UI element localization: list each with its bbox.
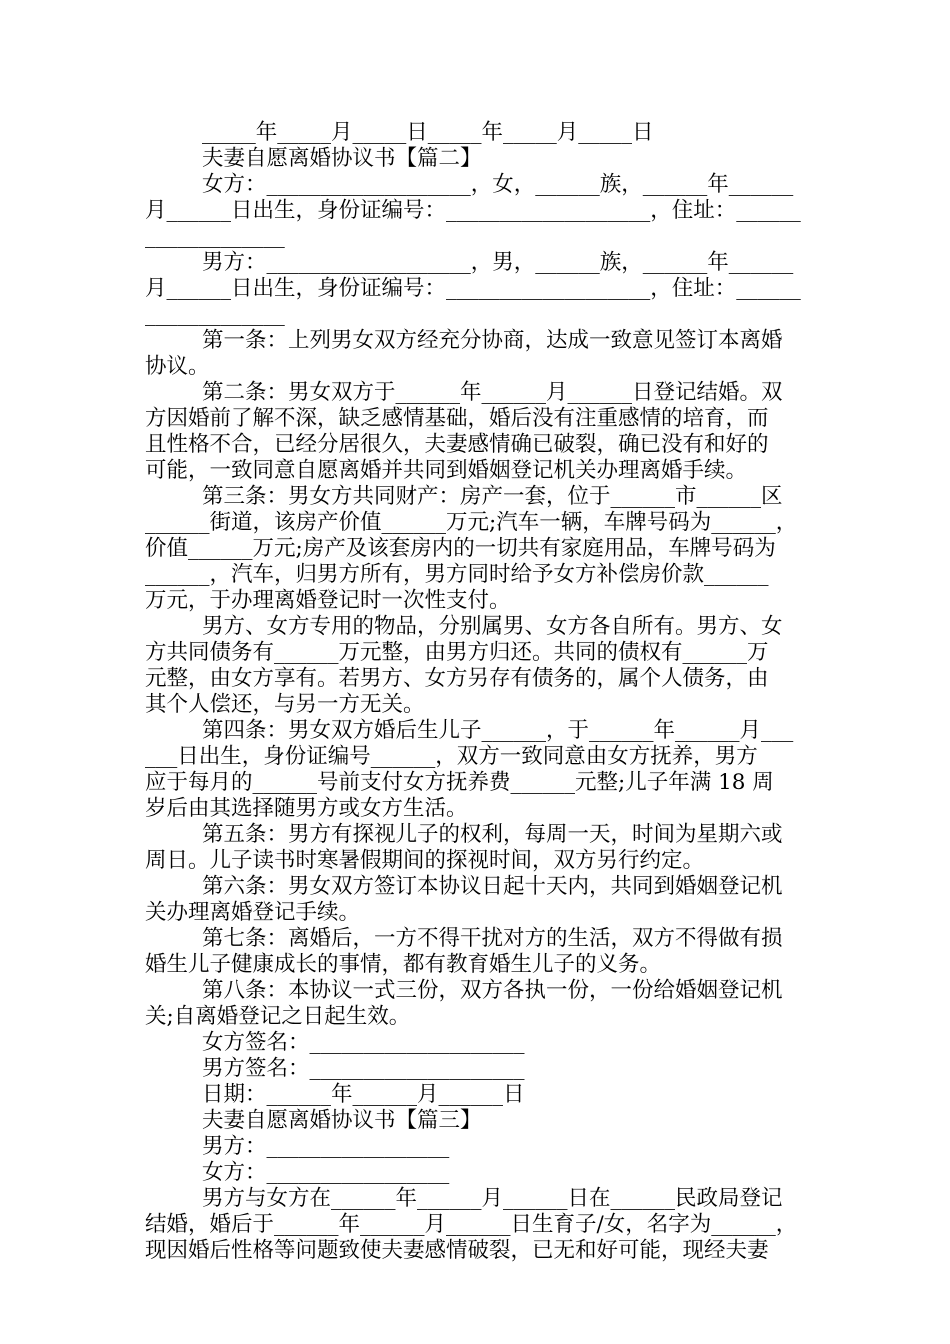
male-party-line: _____________	[145, 302, 285, 327]
article-4-line: ___日出生，身份证编号______，双方一致同意由女方抚养，男方	[145, 744, 758, 769]
article-3-line: ______街道，该房产价值______万元;汽车一辆，车牌号码为______，	[145, 510, 798, 535]
female-party-line: _____________	[145, 224, 285, 249]
section-title-part-three: 夫妻自愿离婚协议书【篇三】	[202, 1108, 482, 1133]
article-1-line: 第一条：上列男女双方经充分协商，达成一致意见签订本离婚	[202, 328, 783, 353]
date-line: _____年_____月_____日_____年_____月_____日	[202, 120, 654, 145]
article-6-line: 第六条：男女双方签订本协议日起十天内，共同到婚姻登记机	[202, 874, 783, 899]
article-6-line: 关办理离婚登记手续。	[145, 900, 361, 925]
part-three-body-line: 结婚，婚后于______年______月______日生育子/女，名字为______，	[145, 1212, 798, 1237]
article-8-line: 第八条：本协议一式三份，双方各执一份，一份给婚姻登记机	[202, 978, 783, 1003]
article-3-line: 第三条：男女方共同财产：房产一套，位于______市______区	[202, 484, 783, 509]
personal-items-line: 其个人偿还，与另一方无关。	[145, 692, 425, 717]
article-7-line: 婚生儿子健康成长的事情，都有教育婚生儿子的义务。	[145, 952, 662, 977]
article-5-line: 周日。儿子读书时寒暑假期间的探视时间，双方另行约定。	[145, 848, 705, 873]
article-5-line: 第五条：男方有探视儿子的权利，每周一天，时间为星期六或	[202, 822, 783, 847]
female-signature-line: 女方签名：____________________	[202, 1030, 525, 1055]
female-party-line: 月______日出生，身份证编号：___________________，住址：______	[145, 198, 801, 223]
article-1-line: 协议。	[145, 354, 210, 379]
signing-date-line: 日期：______年______月______日	[202, 1082, 525, 1107]
personal-items-line: 男方、女方专用的物品，分别属男、女方各自所有。男方、女	[202, 614, 783, 639]
female-party-line: 女方：___________________，女，______族，______年______	[202, 172, 794, 197]
article-4-line: 岁后由其选择随男方或女方生活。	[145, 796, 468, 821]
section-title-part-two: 夫妻自愿离婚协议书【篇二】	[202, 146, 482, 171]
male-signature-line: 男方签名：____________________	[202, 1056, 525, 1081]
article-2-line: 可能，一致同意自愿离婚并共同到婚姻登记机关办理离婚手续。	[145, 458, 748, 483]
article-3-line: 价值______万元;房产及该套房内的一切共有家庭用品，车牌号码为	[145, 536, 776, 561]
part-three-body-line: 男方与女方在______年______月______日在______民政局登记	[202, 1186, 783, 1211]
personal-items-line: 元整，由女方享有。若男方、女方另存有债务的，属个人债务，由	[145, 666, 769, 691]
article-4-line: 应于每月的______号前支付女方抚养费______元整;儿子年满 18 周	[145, 770, 774, 795]
article-8-line: 关;自离婚登记之日起生效。	[145, 1004, 411, 1029]
female-name-line: 女方：_________________	[202, 1160, 450, 1185]
document-page	[145, 120, 807, 1264]
article-7-line: 第七条：离婚后，一方不得干扰对方的生活，双方不得做有损	[202, 926, 783, 951]
part-three-body-line: 现因婚后性格等问题致使夫妻感情破裂，已无和好可能，现经夫妻	[145, 1238, 769, 1263]
article-4-line: 第四条：男女双方婚后生儿子______，于______年______月___	[202, 718, 794, 743]
article-2-line: 第二条：男女双方于______年______月______日登记结婚。双	[202, 380, 783, 405]
article-2-line: 方因婚前了解不深，缺乏感情基础，婚后没有注重感情的培育，而	[145, 406, 769, 431]
male-party-line: 男方：___________________，男，______族，______年______	[202, 250, 794, 275]
article-3-line: ______，汽车，归男方所有，男方同时给予女方补偿房价款______	[145, 562, 769, 587]
male-name-line: 男方：_________________	[202, 1134, 450, 1159]
male-party-line: 月______日出生，身份证编号：___________________，住址：______	[145, 276, 801, 301]
article-2-line: 且性格不合，已经分居很久，夫妻感情确已破裂，确已没有和好的	[145, 432, 769, 457]
personal-items-line: 方共同债务有______万元整，由男方归还。共同的债权有______万	[145, 640, 769, 665]
article-3-line: 万元，于办理离婚登记时一次性支付。	[145, 588, 511, 613]
